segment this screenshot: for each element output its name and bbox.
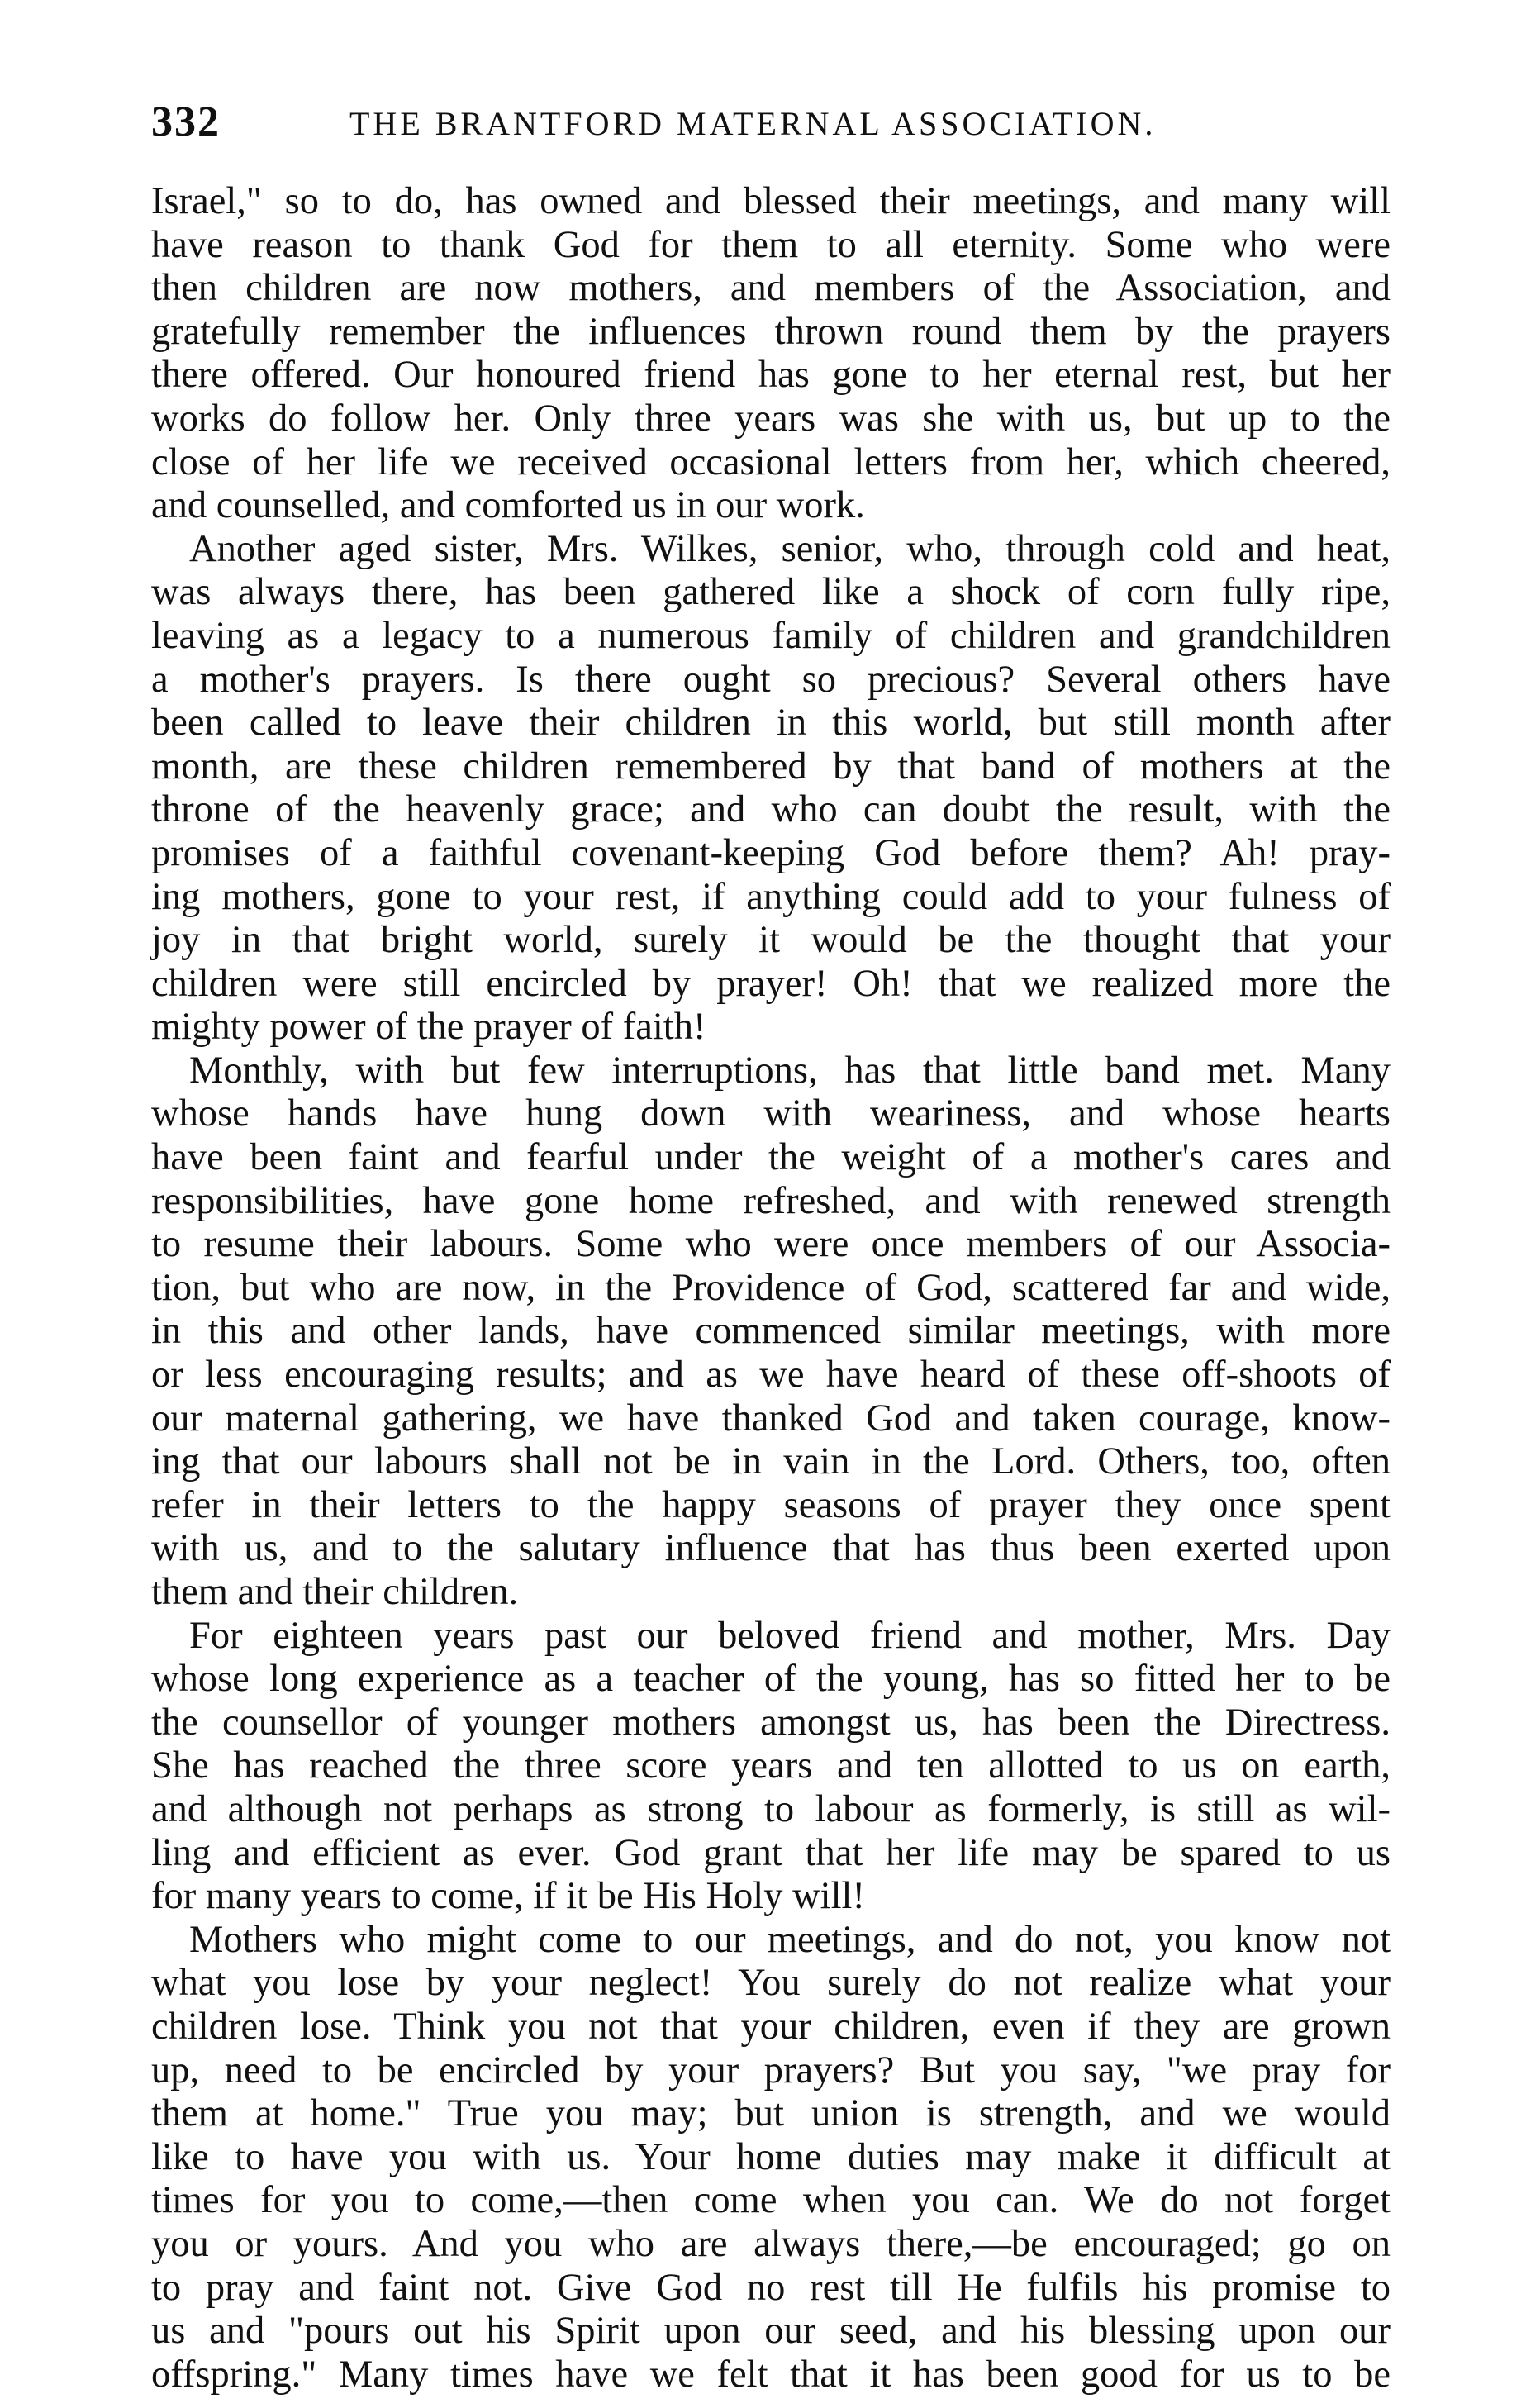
text-line: a mother's prayers. Is there ought so precious? Several others have (151, 658, 1391, 701)
text-line: refer in their letters to the happy seasons of prayer they once spent (151, 1483, 1391, 1526)
text-line: us and "pours out his Spirit upon our seed, and his blessing upon our (151, 2310, 1391, 2353)
body-text (151, 180, 1391, 2396)
text-line: works do follow her. Only three years was she with us, but up to the (151, 397, 1391, 440)
text-line: She has reached the three score years and ten allotted to us on earth, (151, 1744, 1391, 1787)
text-line: For eighteen years past our beloved friend and mother, Mrs. Day (189, 1614, 1391, 1657)
running-title: THE BRANTFORD MATERNAL ASSOCIATION. (349, 105, 1157, 142)
text-line: children lose. Think you not that your children, even if they are grown (151, 2005, 1391, 2048)
text-line: Mothers who might come to our meetings, and do not, you know not (189, 1918, 1391, 1961)
text-line: promises of a faithful covenant-keeping God before them? Ah! pray- (151, 831, 1391, 874)
text-line: whose hands have hung down with weariness, and whose hearts (151, 1092, 1391, 1135)
text-line: Israel," so to do, has owned and blessed their meetings, and many will (151, 180, 1391, 222)
text-line: ing that our labours shall not be in vain in the Lord. Others, too, often (151, 1440, 1391, 1483)
text-line: what you lose by your neglect! You surely do not realize what your (151, 1962, 1391, 2005)
text-line: then children are now mothers, and members of the Association, and (151, 267, 1391, 310)
text-line: ing mothers, gone to your rest, if anything could add to your fulness of (151, 875, 1391, 918)
text-line: you or yours. And you who are always there,—be encouraged; go on (151, 2222, 1391, 2265)
text-line: leaving as a legacy to a numerous family of children and grandchildren (151, 614, 1391, 657)
text-line: was always there, has been gathered like a shock of corn fully ripe, (151, 571, 1391, 614)
text-line: up, need to be encircled by your prayers? But you say, "we pray for (151, 2049, 1391, 2092)
text-line: and counselled, and comforted us in our work. (151, 484, 865, 527)
text-line: times for you to come,—then come when you can. We do not forget (151, 2179, 1391, 2222)
text-line: month, are these children remembered by that band of mothers at the (151, 745, 1391, 788)
text-line: throne of the heavenly grace; and who can doubt the result, with the (151, 788, 1391, 831)
text-line: them at home." True you may; but union is strength, and we would (151, 2092, 1391, 2135)
text-line: Monthly, with but few interruptions, has that little band met. Many (189, 1049, 1391, 1092)
text-line: have reason to thank God for them to all eternity. Some who were (151, 223, 1391, 266)
text-line: them and their children. (151, 1571, 519, 1613)
text-line: to resume their labours. Some who were once members of our Associa- (151, 1223, 1391, 1266)
text-line: been called to leave their children in this world, but still month after (151, 702, 1391, 745)
text-line: with us, and to the salutary influence that has thus been exerted upon (151, 1527, 1391, 1570)
page-number: 332 (151, 98, 221, 145)
text-line: there offered. Our honoured friend has gone to her eternal rest, but her (151, 354, 1391, 397)
text-line: whose long experience as a teacher of the young, has so fitted her to be (151, 1658, 1391, 1701)
text-line: gratefully remember the influences thrown round them by the prayers (151, 310, 1391, 353)
text-line: responsibilities, have gone home refreshed, and with renewed strength (151, 1179, 1391, 1222)
text-line: have been faint and fearful under the weight of a mother's cares and (151, 1136, 1391, 1179)
text-line: close of her life we received occasional letters from her, which cheered, (151, 440, 1391, 483)
text-line: joy in that bright world, surely it would be the thought that your (151, 919, 1391, 962)
text-line: Another aged sister, Mrs. Wilkes, senior, who, through cold and heat, (189, 527, 1391, 570)
text-line: the counsellor of younger mothers amongst us, has been the Directress. (151, 1701, 1391, 1744)
text-line: for many years to come, if it be His Holy will! (151, 1875, 865, 1918)
text-line: to pray and faint not. Give God no rest till He fulfils his promise to (151, 2266, 1391, 2309)
text-line: and although not perhaps as strong to labour as formerly, is still as wil- (151, 1787, 1391, 1830)
text-line: offspring." Many times have we felt that it has been good for us to be (151, 2353, 1391, 2396)
running-head (151, 98, 1391, 155)
text-line: in this and other lands, have commenced similar meetings, with more (151, 1310, 1391, 1353)
text-line: like to have you with us. Your home duties may make it difficult at (151, 2135, 1391, 2178)
text-line: or less encouraging results; and as we have heard of these off-shoots of (151, 1354, 1391, 1397)
text-line: children were still encircled by prayer! Oh! that we realized more the (151, 962, 1391, 1005)
text-line: ling and efficient as ever. God grant that her life may be spared to us (151, 1831, 1391, 1874)
text-line: our maternal gathering, we have thanked God and taken courage, know- (151, 1397, 1391, 1440)
text-line: mighty power of the prayer of faith! (151, 1006, 706, 1049)
text-line: tion, but who are now, in the Providence of God, scattered far and wide, (151, 1266, 1391, 1309)
